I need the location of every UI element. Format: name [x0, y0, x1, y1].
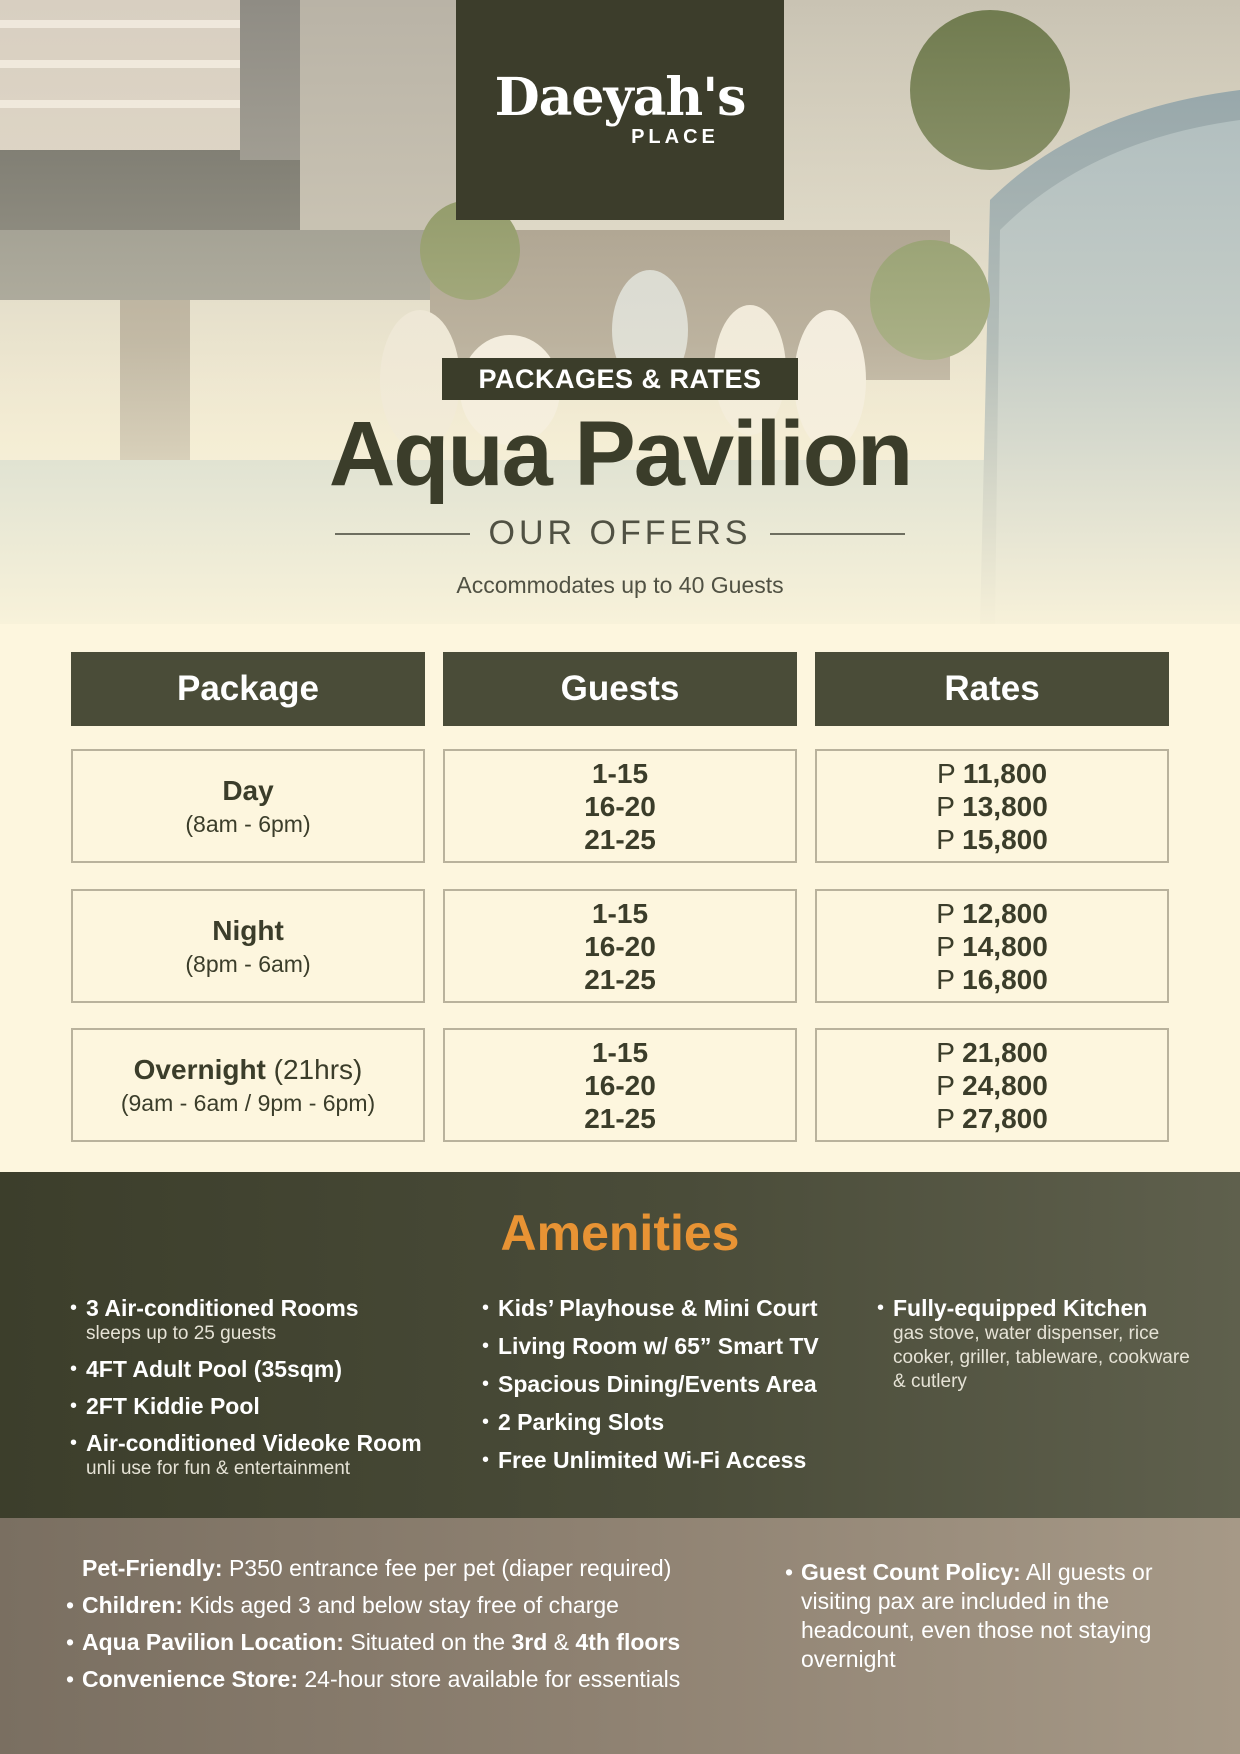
package-name: Night	[212, 915, 284, 946]
amenity-item: • Kids’ Playhouse & Mini Court	[482, 1294, 862, 1322]
rates-cell-night	[815, 889, 1169, 1003]
policies-list	[66, 1550, 766, 1698]
rate-value: P 15,800	[936, 823, 1048, 855]
rates-cell-overnight	[815, 1028, 1169, 1142]
rate-value: P 13,800	[936, 790, 1048, 822]
rate-value: P 24,800	[936, 1069, 1048, 1101]
policy-children: • Children: Kids aged 3 and below stay free of charge	[66, 1587, 766, 1624]
capacity-text: Accommodates up to 40 Guests	[456, 572, 784, 598]
offers-subtitle: OUR OFFERS	[488, 514, 752, 552]
guest-range: 16-20	[584, 1069, 656, 1101]
guests-cell-day	[443, 749, 797, 863]
guest-range: 1-15	[591, 757, 649, 789]
amenities-column-1	[70, 1294, 480, 1490]
package-time: (8pm - 6am)	[185, 951, 311, 977]
rate-value: P 27,800	[936, 1102, 1048, 1134]
amenity-item: • Air-conditioned Videoke Room unli use for fun & entertainment	[70, 1429, 480, 1481]
guest-range: 21-25	[584, 823, 656, 855]
rate-value: P 16,800	[936, 963, 1048, 995]
policies-section	[0, 1518, 1240, 1754]
guests-cell-night	[443, 889, 797, 1003]
package-time: (8am - 6pm)	[185, 811, 311, 837]
amenity-item: • Free Unlimited Wi-Fi Access	[482, 1446, 862, 1474]
amenity-item: • Fully-equipped Kitchen gas stove, water dispenser, rice cooker, griller, tableware, cookware & cutlery	[877, 1294, 1197, 1394]
guest-range: 21-25	[584, 963, 656, 995]
package-name: Overnight (21hrs)	[133, 1054, 363, 1085]
guest-range: 1-15	[591, 1036, 649, 1068]
amenities-title: Amenities	[500, 1205, 740, 1261]
brand-sub: PLACE	[631, 125, 719, 148]
amenity-item: • Living Room w/ 65” Smart TV	[482, 1332, 862, 1360]
rate-value: P 12,800	[936, 897, 1048, 929]
policy-store: • Convenience Store: 24-hour store available for essentials	[66, 1661, 766, 1698]
amenity-item: • 2FT Kiddie Pool	[70, 1392, 480, 1420]
brand-name: Daeyah's	[494, 66, 746, 128]
page-title: Aqua Pavilion	[328, 403, 912, 505]
package-cell-day	[71, 749, 425, 863]
package-time: (9am - 6am / 9pm - 6pm)	[120, 1090, 376, 1116]
guest-range: 16-20	[584, 930, 656, 962]
guest-range: 21-25	[584, 1102, 656, 1134]
package-cell-overnight	[71, 1028, 425, 1142]
brand-logo	[456, 0, 784, 220]
header-package: Package	[71, 652, 425, 726]
amenity-item: • Spacious Dining/Events Area	[482, 1370, 862, 1398]
amenity-item: • 2 Parking Slots	[482, 1408, 862, 1436]
packages-rates-badge: PACKAGES & RATES	[442, 358, 798, 400]
amenities-section	[0, 1172, 1240, 1518]
package-cell-night	[71, 889, 425, 1003]
guests-cell-overnight	[443, 1028, 797, 1142]
rate-value: P 11,800	[936, 757, 1048, 789]
rate-value: P 14,800	[936, 930, 1048, 962]
amenity-item: • 4FT Adult Pool (35sqm)	[70, 1355, 480, 1383]
rates-cell-day	[815, 749, 1169, 863]
amenities-column-2	[482, 1294, 862, 1484]
guest-range: 16-20	[584, 790, 656, 822]
header-guests: Guests	[443, 652, 797, 726]
rate-value: P 21,800	[936, 1036, 1048, 1068]
amenity-item: • 3 Air-conditioned Rooms sleeps up to 25 guests	[70, 1294, 480, 1346]
package-name: Day	[222, 775, 274, 806]
amenities-column-3	[877, 1294, 1197, 1403]
hero-section	[0, 0, 1240, 624]
policy-pet: Pet-Friendly: P350 entrance fee per pet (diaper required)	[82, 1555, 672, 1581]
policy-guest-count: • Guest Count Policy: All guests or visiting pax are included in the headcount, even those not staying overnight	[785, 1558, 1201, 1674]
header-rates: Rates	[815, 652, 1169, 726]
guest-range: 1-15	[591, 897, 649, 929]
policy-location: • Aqua Pavilion Location: Situated on the 3rd & 4th floors	[66, 1624, 766, 1661]
